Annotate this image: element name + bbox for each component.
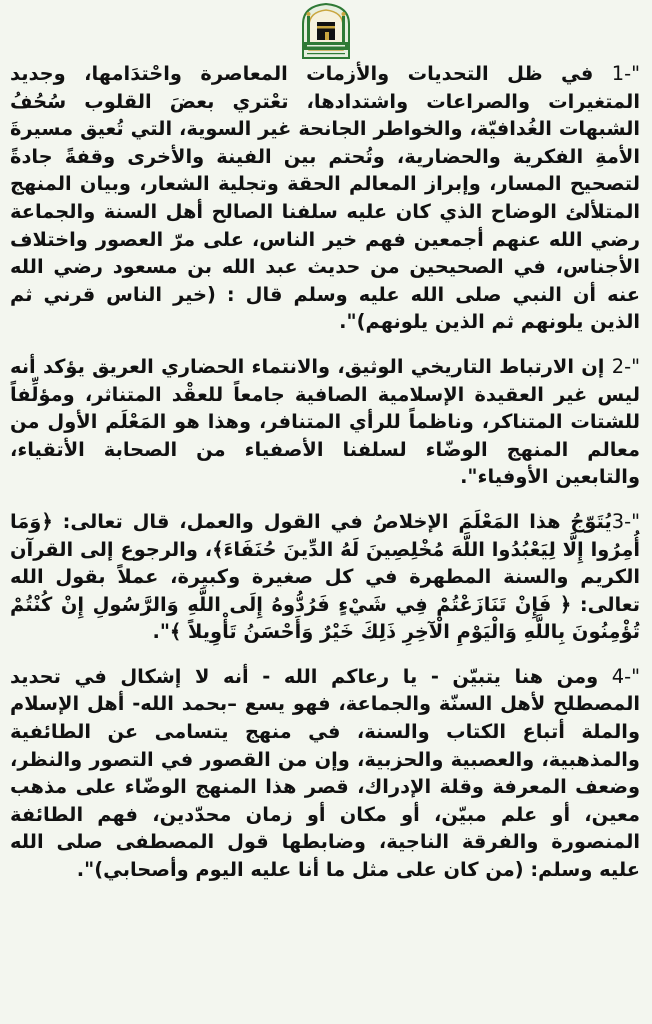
paragraph-2 [10,353,640,491]
paragraph-text: ومن هنا يتبيّن - يا رعاكم الله - أنه لا إشكال في تحديد المصطلح لأهل السنّة والجماعة، فهو يسع –بحمد الله- أهل الإسلام والملة أتباع الكتاب والسنة، في منهج يتسامى عن الطائفية والمذهبية، والعصبية والحزبية، وإن من القصور في التصور والنظر، وضعف المعرفة وقلة الإدراك، قصر هذا المنهج الوضّاء على مذهب معين، أو علم مبيّن، أو مكان أو زمان محدّدين، فهم الطائفة المنصورة والفرقة الناجية، وضابطها قول المصطفى صلى الله عليه وسلم: (من كان على مثل ما أنا عليه اليوم وأصحابي)". [10,664,640,882]
paragraph-1 [10,60,640,336]
paragraph-number: 4-" [611,664,640,688]
paragraph-3 [10,508,640,646]
article-body [10,60,640,901]
paragraph-number: 3-" [611,509,640,533]
kaaba-emblem-icon [295,2,357,60]
paragraph-number: 2-" [611,354,640,378]
paragraph-text: يُتَوّجُ هذا المَعْلَمَ الإخلاصُ في القول والعمل، قال تعالى: ﴿وَمَا أُمِرُوا إِلَّا لِيَعْبُدُوا اللَّهَ مُخْلِصِينَ لَهُ الدِّينَ حُنَفَاءَ﴾، والرجوع إلى القرآن الكريم والسنة المطهرة في كل صغيرة وكبيرة، عملاً بقول الله تعالى: ﴿ فَإِنْ تَنَازَعْتُمْ فِي شَيْءٍ فَرُدُّوهُ إِلَى اللَّهِ وَالرَّسُولِ إِنْ كُنْتُمْ تُؤْمِنُونَ بِاللَّهِ وَالْيَوْمِ الْآخِرِ ذَلِكَ خَيْرٌ وَأَحْسَنُ تَأْوِيلاً ﴾". [10,509,640,644]
paragraph-number: 1-" [611,62,640,85]
paragraph-4 [10,663,640,884]
paragraph-text: في ظل التحديات والأزمات المعاصرة واحْتدَامها، وجديد المتغيرات والصراعات واشتدادها، تعْتري بعضَ القلوب سُحُفُ الشبهات الغُدافيّة، والخواطر الجانحة غير السوية، التي تُعيق مسيرةَ الأمةِ الفكرية والحضارية، وتُحتم بين الفينة والأخرى وقفةً جادةً لتصحيح المسار، وإبراز المعالم الحقة وتجلية الشعار، وبيان المنهج المتلألئ الوضاح الذي كان عليه سلفنا الصالح أهل السنة والجماعة رضي الله عنهم أجمعين فهم خير الناس، على مرّ العصور واختلاف الأجناس، في الصحيحين من حديث عبد الله بن مسعود رضي الله عنه أن النبي صلى الله عليه وسلم قال : (خير الناس قرني ثم الذين يلونهم ثم الذين يلونهم)". [10,62,640,334]
paragraph-text: إن الارتباط التاريخي الوثيق، والانتماء الحضاري العريق يؤكد أنه ليس غير العقيدة الإسلامية الصافية جامعاً للعقْد المتناثر، ومؤلِّفاً للشتات المتناكر، وناظماً للرأي المتنافر، وهذا هو المَعْلَم الأول من معالم المنهج الوضّاء لسلفنا الأصفياء من الصحابة الأتقياء، والتابعين الأوفياء". [10,354,640,489]
